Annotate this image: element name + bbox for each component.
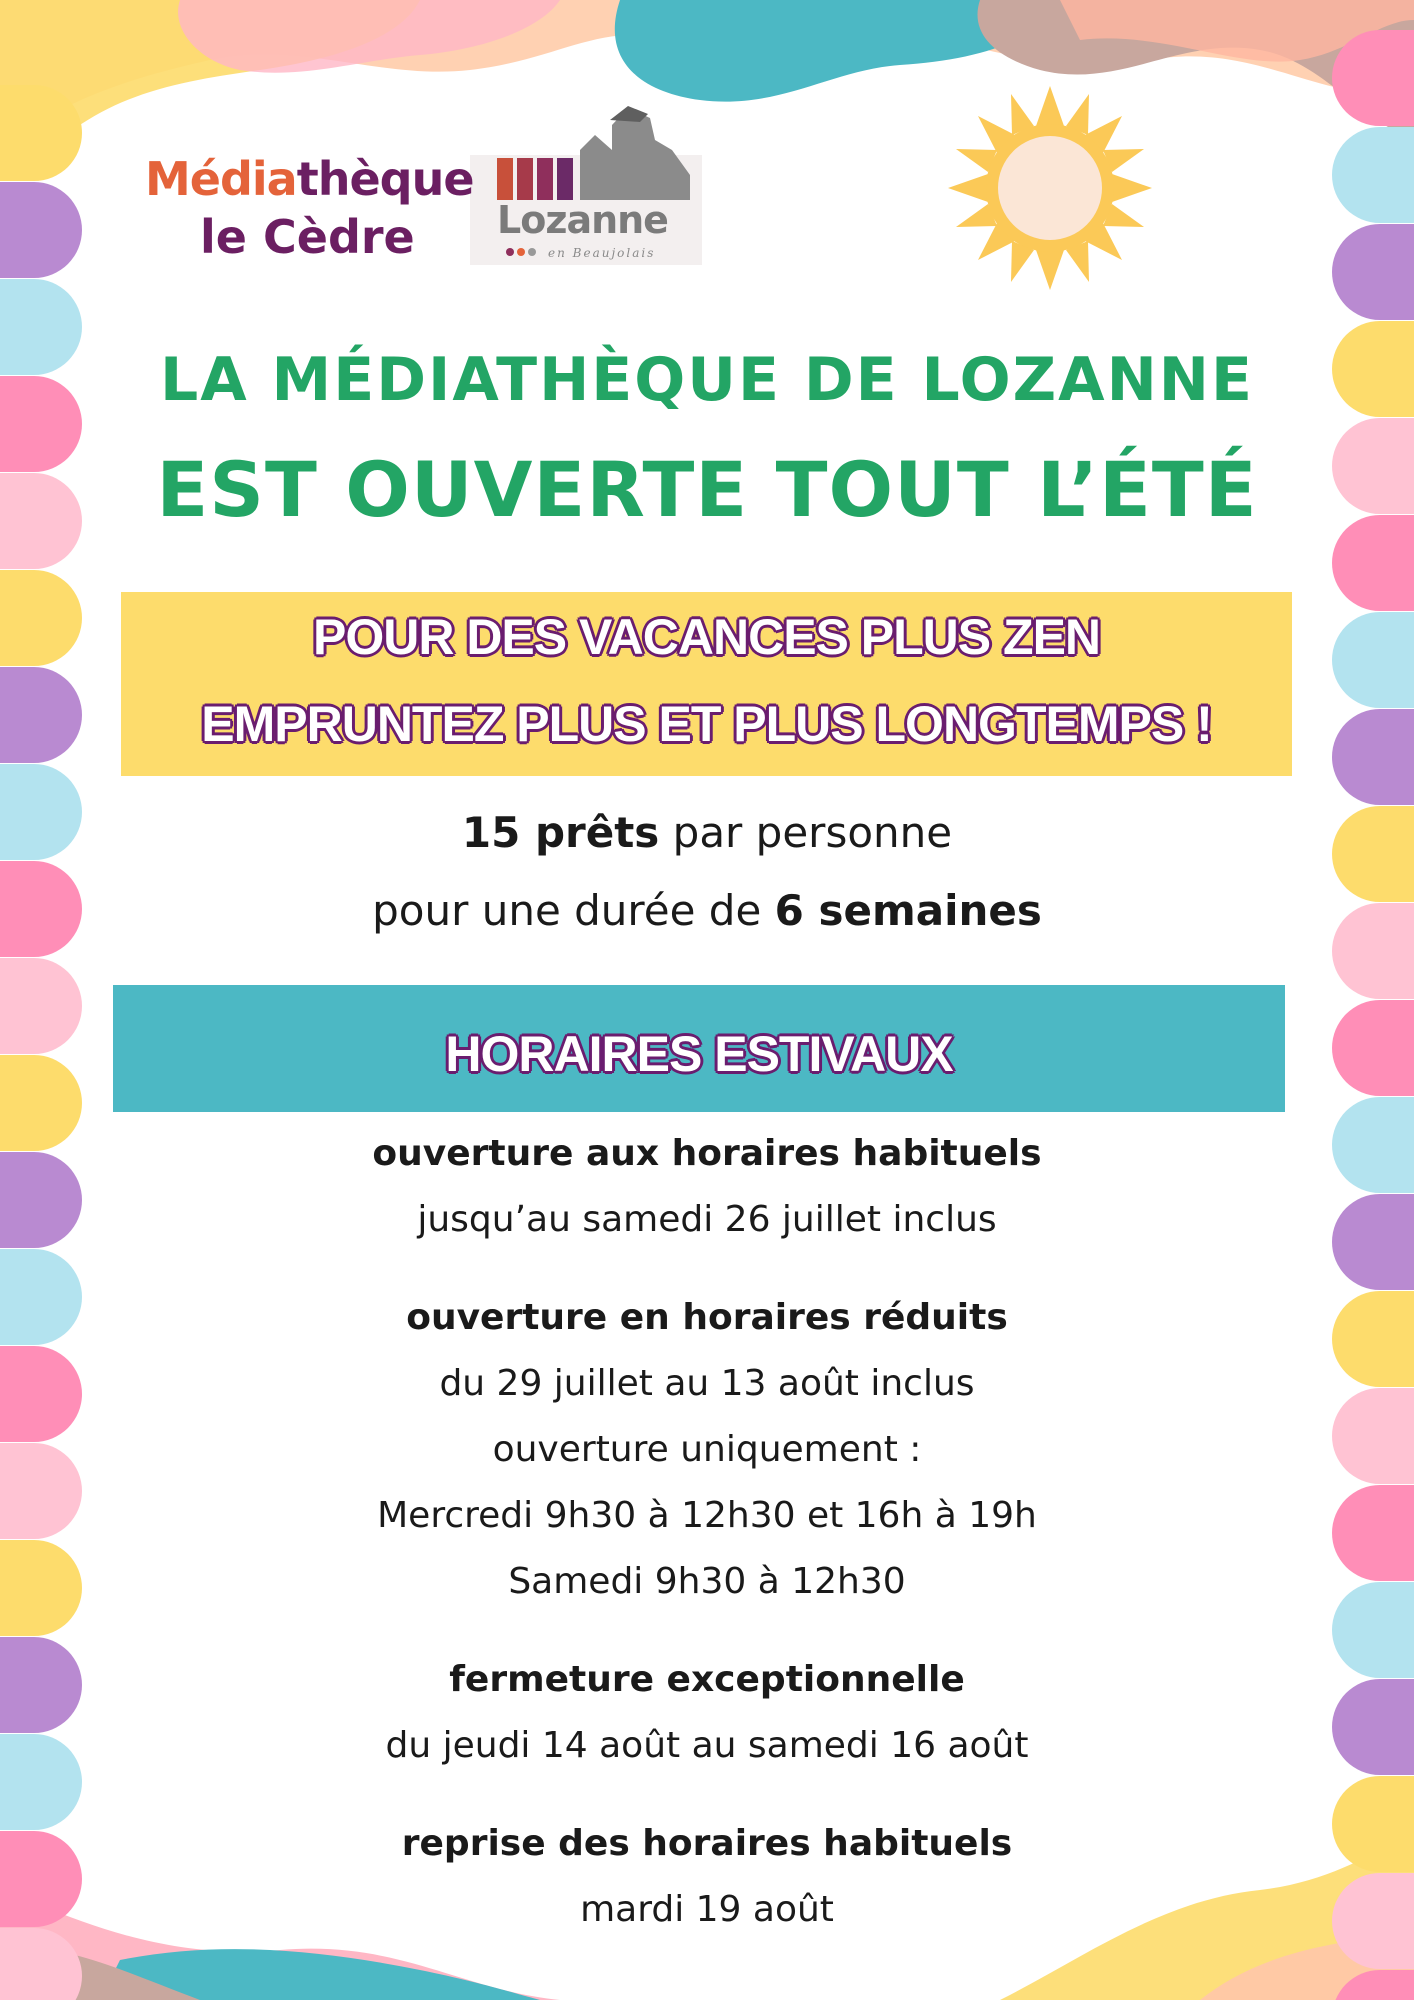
hours-title: HORAIRES ESTIVAUX xyxy=(445,1026,953,1082)
section1-line1: jusqu’au samedi 26 juillet inclus xyxy=(417,1199,997,1240)
title-line1: LA MÉDIATHÈQUE DE LOZANNE xyxy=(159,345,1255,415)
lozanne-logo-subtitle: en Beaujolais xyxy=(548,246,656,260)
section2-line4: Samedi 9h30 à 12h30 xyxy=(508,1561,906,1602)
logo-text-le-cedre: le Cèdre xyxy=(200,210,415,264)
decorative-pill xyxy=(1332,127,1414,223)
section3-line1: du jeudi 14 août au samedi 16 août xyxy=(385,1725,1029,1766)
mediatheque-logo xyxy=(145,150,495,266)
loan-duration-bold: 6 semaines xyxy=(774,886,1042,935)
section3-heading: fermeture exceptionnelle xyxy=(449,1659,965,1700)
decorative-pill xyxy=(0,958,82,1054)
loan-count xyxy=(0,808,1414,857)
section2-line2: ouverture uniquement : xyxy=(492,1429,922,1470)
promo-line2: EMPRUNTEZ PLUS ET PLUS LONGTEMPS ! xyxy=(201,696,1212,752)
section2-line3: Mercredi 9h30 à 12h30 et 16h à 19h xyxy=(377,1495,1037,1536)
section4-line1: mardi 19 août xyxy=(580,1889,834,1930)
logo-text-theque: thèque xyxy=(296,152,474,206)
section2-line1: du 29 juillet au 13 août inclus xyxy=(439,1363,975,1404)
loan-count-bold: 15 prêts xyxy=(461,808,660,857)
decorative-pill xyxy=(1332,1000,1414,1096)
title-line2: EST OUVERTE TOUT L’ÉTÉ xyxy=(156,445,1258,534)
section1-heading: ouverture aux horaires habituels xyxy=(372,1133,1042,1174)
decorative-pill xyxy=(1332,612,1414,708)
logo-text-media: Média xyxy=(145,152,297,206)
decorative-pill xyxy=(1332,709,1414,805)
decorative-pill xyxy=(0,182,82,278)
sun-icon xyxy=(948,86,1152,290)
section2-heading: ouverture en horaires réduits xyxy=(406,1297,1008,1338)
lozanne-logo-text: Lozanne xyxy=(497,198,668,242)
decorative-pill xyxy=(0,667,82,763)
loan-duration-prefix: pour une durée de xyxy=(372,886,775,935)
decorative-pill xyxy=(1332,224,1414,320)
decorative-pill xyxy=(0,570,82,666)
section4-heading: reprise des horaires habituels xyxy=(401,1823,1013,1864)
promo-line1: POUR DES VACANCES PLUS ZEN xyxy=(312,609,1101,665)
loan-duration xyxy=(0,886,1414,935)
loan-count-rest: par personne xyxy=(659,808,953,857)
